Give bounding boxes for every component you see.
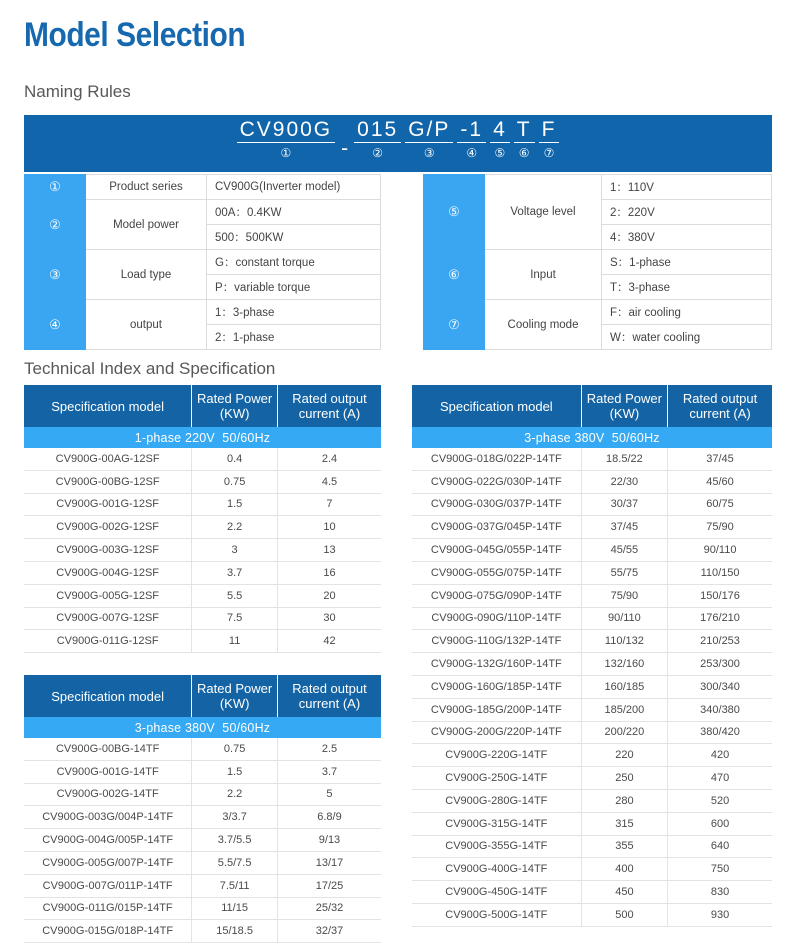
spec-cell-rated-current: 7	[277, 493, 381, 516]
spec-cell-model: CV900G-001G-14TF	[24, 760, 192, 783]
spec-cell-model: CV900G-004G/005P-14TF	[24, 829, 192, 852]
spec-cell-rated-power: 0.75	[192, 738, 278, 760]
spec-subheader-row	[24, 717, 381, 738]
naming-code-banner	[24, 115, 772, 172]
spec-cell-rated-current: 930	[668, 903, 772, 926]
spec-cell-rated-current: 176/210	[668, 607, 772, 630]
spec-header-rated-power-line1: Rated Power	[197, 391, 273, 406]
spec-header-rated-power	[192, 385, 278, 427]
table-row	[412, 630, 772, 653]
spec-cell-rated-power: 0.4	[192, 448, 278, 470]
spec-cell-rated-current: 253/300	[668, 653, 772, 676]
spec-header-rated-current	[277, 385, 381, 427]
spec-cell-rated-current: 470	[668, 767, 772, 790]
spec-cell-rated-current: 110/150	[668, 561, 772, 584]
spec-header-rated-current-line1: Rated output	[682, 391, 758, 406]
spec-cell-rated-power: 132/160	[581, 653, 667, 676]
naming-code-text: T	[514, 118, 535, 143]
table-row	[412, 493, 772, 516]
spec-cell-rated-current: 13/17	[277, 851, 381, 874]
naming-rule-value: 1：3-phase	[207, 300, 381, 325]
spec-cell-rated-current: 750	[668, 858, 772, 881]
naming-rule-value: T：3-phase	[602, 275, 772, 300]
spec-subheader-label: 1-phase 220V 50/60Hz	[24, 427, 381, 448]
table-row	[412, 470, 772, 493]
spec-cell-rated-current: 300/340	[668, 675, 772, 698]
naming-code-marker: ②	[372, 146, 384, 160]
spec-cell-rated-current: 45/60	[668, 470, 772, 493]
spec-cell-rated-power: 55/75	[581, 561, 667, 584]
table-row	[412, 835, 772, 858]
table-row	[24, 874, 381, 897]
naming-rules-table-right	[423, 174, 772, 350]
naming-code-text: -1	[457, 118, 486, 143]
naming-code-marker: ④	[466, 146, 478, 160]
spec-table-3phase-380v-low	[24, 675, 381, 943]
naming-rule-index: ③	[25, 250, 86, 300]
spec-cell-model: CV900G-001G-12SF	[24, 493, 192, 516]
section-heading-technical-index: Technical Index and Specification	[24, 359, 276, 378]
spec-subheader-label: 3-phase 380V 50/60Hz	[24, 717, 381, 738]
naming-code-row	[24, 118, 772, 161]
spec-cell-rated-current: 340/380	[668, 698, 772, 721]
spec-cell-model: CV900G-002G-14TF	[24, 783, 192, 806]
spec-header-rated-current-line2: current (A)	[298, 696, 361, 711]
naming-rule-value: 00A：0.4KW	[207, 200, 381, 225]
spec-header-rated-power-line1: Rated Power	[586, 391, 662, 406]
spec-table-header-row	[24, 385, 381, 427]
naming-rule-row	[424, 300, 772, 325]
spec-cell-model: CV900G-007G-12SF	[24, 607, 192, 630]
table-row	[24, 829, 381, 852]
spec-cell-model: CV900G-003G/004P-14TF	[24, 806, 192, 829]
spec-cell-model: CV900G-00AG-12SF	[24, 448, 192, 470]
naming-code-text: F	[539, 118, 560, 143]
spec-cell-rated-current: 20	[277, 584, 381, 607]
spec-cell-model: CV900G-160G/185P-14TF	[412, 675, 581, 698]
spec-cell-rated-current: 150/176	[668, 584, 772, 607]
naming-code-text: 4	[490, 118, 510, 143]
naming-rule-value: 1：110V	[602, 175, 772, 200]
spec-cell-rated-power: 18.5/22	[581, 448, 667, 470]
naming-rule-index: ②	[25, 200, 86, 250]
spec-cell-rated-power: 280	[581, 789, 667, 812]
spec-cell-model: CV900G-250G-14TF	[412, 767, 581, 790]
naming-rule-value: CV900G(Inverter model)	[207, 175, 381, 200]
spec-cell-model: CV900G-200G/220P-14TF	[412, 721, 581, 744]
table-row	[412, 789, 772, 812]
spec-header-rated-current	[277, 675, 381, 717]
naming-rule-index: ①	[25, 175, 86, 200]
spec-cell-rated-power: 185/200	[581, 698, 667, 721]
spec-cell-model: CV900G-015G/018P-14TF	[24, 920, 192, 943]
spec-cell-model: CV900G-00BG-14TF	[24, 738, 192, 760]
spec-cell-rated-current: 13	[277, 539, 381, 562]
spec-cell-rated-power: 0.75	[192, 470, 278, 493]
spec-cell-model: CV900G-110G/132P-14TF	[412, 630, 581, 653]
naming-rule-label: Load type	[86, 250, 207, 300]
spec-cell-rated-current: 3.7	[277, 760, 381, 783]
spec-cell-rated-power: 110/132	[581, 630, 667, 653]
spec-subheader-row	[412, 427, 772, 448]
spec-cell-rated-power: 200/220	[581, 721, 667, 744]
spec-cell-rated-power: 315	[581, 812, 667, 835]
naming-rule-label: Voltage level	[485, 175, 602, 250]
spec-cell-rated-current: 16	[277, 561, 381, 584]
naming-rules-table-left	[24, 174, 381, 350]
table-row	[24, 561, 381, 584]
naming-rule-row	[25, 300, 381, 325]
spec-cell-rated-current: 640	[668, 835, 772, 858]
spec-cell-model: CV900G-002G-12SF	[24, 516, 192, 539]
naming-code-text: G/P	[405, 118, 453, 143]
spec-cell-rated-power: 450	[581, 881, 667, 904]
naming-rule-label: Product series	[86, 175, 207, 200]
spec-cell-rated-power: 15/18.5	[192, 920, 278, 943]
spec-cell-rated-power: 1.5	[192, 493, 278, 516]
spec-cell-rated-power: 22/30	[581, 470, 667, 493]
naming-rule-label: Cooling mode	[485, 300, 602, 350]
naming-rule-index: ⑥	[424, 250, 485, 300]
spec-cell-model: CV900G-132G/160P-14TF	[412, 653, 581, 676]
table-row	[412, 858, 772, 881]
section-heading-naming-rules: Naming Rules	[24, 82, 131, 101]
spec-cell-model: CV900G-00BG-12SF	[24, 470, 192, 493]
spec-header-model: Specification model	[412, 385, 581, 427]
table-row	[24, 584, 381, 607]
spec-cell-rated-current: 17/25	[277, 874, 381, 897]
spec-cell-rated-current: 42	[277, 630, 381, 653]
spec-cell-rated-current: 6.8/9	[277, 806, 381, 829]
spec-header-rated-current-line1: Rated output	[292, 391, 367, 406]
spec-header-model: Specification model	[24, 675, 192, 717]
spec-cell-rated-power: 11/15	[192, 897, 278, 920]
spec-header-model: Specification model	[24, 385, 192, 427]
naming-code-marker: ①	[280, 146, 292, 160]
naming-code-marker: ③	[423, 146, 435, 160]
spec-table-3phase-380v-high	[412, 385, 772, 927]
spec-cell-model: CV900G-090G/110P-14TF	[412, 607, 581, 630]
spec-header-rated-current-line1: Rated output	[292, 681, 367, 696]
spec-table-1phase-220v	[24, 385, 381, 653]
spec-cell-rated-current: 10	[277, 516, 381, 539]
spec-cell-rated-power: 3.7/5.5	[192, 829, 278, 852]
table-row	[412, 767, 772, 790]
naming-code-segment	[539, 118, 560, 161]
naming-rule-label: Input	[485, 250, 602, 300]
table-row	[412, 903, 772, 926]
spec-cell-model: CV900G-185G/200P-14TF	[412, 698, 581, 721]
naming-code-marker: ⑤	[494, 146, 506, 160]
spec-cell-rated-current: 420	[668, 744, 772, 767]
table-row	[412, 448, 772, 470]
spec-subheader-row	[24, 427, 381, 448]
spec-cell-rated-power: 1.5	[192, 760, 278, 783]
spec-cell-rated-power: 400	[581, 858, 667, 881]
table-row	[412, 539, 772, 562]
naming-rule-row	[25, 175, 381, 200]
spec-cell-model: CV900G-045G/055P-14TF	[412, 539, 581, 562]
spec-cell-rated-current: 75/90	[668, 516, 772, 539]
spec-cell-rated-power: 7.5	[192, 607, 278, 630]
spec-cell-rated-current: 5	[277, 783, 381, 806]
table-row	[24, 493, 381, 516]
spec-cell-model: CV900G-450G-14TF	[412, 881, 581, 904]
spec-cell-rated-current: 37/45	[668, 448, 772, 470]
spec-cell-model: CV900G-018G/022P-14TF	[412, 448, 581, 470]
spec-header-rated-current	[668, 385, 772, 427]
spec-cell-rated-current: 4.5	[277, 470, 381, 493]
naming-rule-row	[424, 175, 772, 200]
naming-rule-row	[424, 250, 772, 275]
spec-table-header-row	[412, 385, 772, 427]
spec-cell-rated-current: 520	[668, 789, 772, 812]
naming-code-text: CV900G	[237, 118, 336, 143]
spec-header-rated-power-line2: (KW)	[219, 696, 250, 711]
naming-rule-value: F：air cooling	[602, 300, 772, 325]
spec-header-rated-power-line2: (KW)	[609, 406, 640, 421]
spec-cell-rated-current: 600	[668, 812, 772, 835]
naming-code-marker: ⑥	[518, 146, 530, 160]
spec-cell-rated-power: 2.2	[192, 783, 278, 806]
table-row	[412, 812, 772, 835]
spec-cell-rated-current: 210/253	[668, 630, 772, 653]
spec-cell-model: CV900G-005G-12SF	[24, 584, 192, 607]
spec-cell-rated-power: 11	[192, 630, 278, 653]
naming-rule-row	[25, 200, 381, 225]
table-row	[412, 516, 772, 539]
table-row	[412, 721, 772, 744]
naming-code-segment	[405, 118, 453, 161]
table-row	[24, 738, 381, 760]
naming-code-segment	[354, 118, 401, 161]
naming-rule-index: ④	[25, 300, 86, 350]
spec-cell-model: CV900G-355G-14TF	[412, 835, 581, 858]
table-row	[24, 897, 381, 920]
page-title: Model Selection	[24, 16, 246, 54]
spec-cell-model: CV900G-220G-14TF	[412, 744, 581, 767]
naming-rule-value: 2：220V	[602, 200, 772, 225]
spec-cell-rated-power: 7.5/11	[192, 874, 278, 897]
spec-cell-model: CV900G-055G/075P-14TF	[412, 561, 581, 584]
naming-rule-value: 500：500KW	[207, 225, 381, 250]
spec-cell-model: CV900G-003G-12SF	[24, 539, 192, 562]
naming-code-segment	[457, 118, 486, 161]
spec-cell-rated-power: 37/45	[581, 516, 667, 539]
spec-cell-rated-power: 250	[581, 767, 667, 790]
naming-rule-label: Model power	[86, 200, 207, 250]
table-row	[412, 698, 772, 721]
naming-rule-value: 2：1-phase	[207, 325, 381, 350]
spec-cell-rated-power: 3.7	[192, 561, 278, 584]
naming-code-segment	[514, 118, 535, 161]
spec-subheader-label: 3-phase 380V 50/60Hz	[412, 427, 772, 448]
spec-cell-rated-current: 380/420	[668, 721, 772, 744]
naming-code-text: 015	[354, 118, 401, 143]
spec-cell-model: CV900G-022G/030P-14TF	[412, 470, 581, 493]
spec-cell-rated-current: 830	[668, 881, 772, 904]
table-row	[24, 448, 381, 470]
naming-rule-value: G：constant torque	[207, 250, 381, 275]
naming-rule-value: 4：380V	[602, 225, 772, 250]
spec-cell-rated-power: 160/185	[581, 675, 667, 698]
spec-cell-rated-current: 30	[277, 607, 381, 630]
spec-cell-model: CV900G-011G-12SF	[24, 630, 192, 653]
spec-cell-model: CV900G-280G-14TF	[412, 789, 581, 812]
spec-cell-rated-current: 90/110	[668, 539, 772, 562]
spec-cell-model: CV900G-400G-14TF	[412, 858, 581, 881]
spec-cell-model: CV900G-315G-14TF	[412, 812, 581, 835]
table-row	[24, 806, 381, 829]
spec-table-header-row	[24, 675, 381, 717]
spec-header-rated-power	[192, 675, 278, 717]
spec-cell-model: CV900G-030G/037P-14TF	[412, 493, 581, 516]
spec-cell-rated-current: 32/37	[277, 920, 381, 943]
naming-rule-index: ⑦	[424, 300, 485, 350]
table-row	[24, 607, 381, 630]
naming-rule-index: ⑤	[424, 175, 485, 250]
spec-cell-model: CV900G-007G/011P-14TF	[24, 874, 192, 897]
spec-header-rated-current-line2: current (A)	[298, 406, 361, 421]
spec-cell-rated-power: 355	[581, 835, 667, 858]
spec-header-rated-power	[581, 385, 667, 427]
naming-code-segment	[490, 118, 510, 161]
spec-header-rated-power-line2: (KW)	[219, 406, 250, 421]
naming-rule-value: S：1-phase	[602, 250, 772, 275]
spec-cell-rated-current: 60/75	[668, 493, 772, 516]
naming-code-marker: ⑦	[543, 146, 555, 160]
spec-header-rated-power-line1: Rated Power	[197, 681, 273, 696]
spec-cell-rated-power: 5.5/7.5	[192, 851, 278, 874]
spec-cell-model: CV900G-500G-14TF	[412, 903, 581, 926]
table-row	[24, 516, 381, 539]
spec-cell-rated-power: 3/3.7	[192, 806, 278, 829]
naming-rule-value: P：variable torque	[207, 275, 381, 300]
spec-cell-rated-power: 500	[581, 903, 667, 926]
table-row	[412, 584, 772, 607]
spec-cell-model: CV900G-075G/090P-14TF	[412, 584, 581, 607]
spec-cell-rated-current: 2.4	[277, 448, 381, 470]
spec-cell-model: CV900G-005G/007P-14TF	[24, 851, 192, 874]
naming-rule-value: W：water cooling	[602, 325, 772, 350]
table-row	[412, 607, 772, 630]
table-row	[24, 630, 381, 653]
spec-cell-rated-power: 2.2	[192, 516, 278, 539]
spec-cell-model: CV900G-011G/015P-14TF	[24, 897, 192, 920]
naming-rule-row	[25, 250, 381, 275]
table-row	[412, 675, 772, 698]
spec-cell-rated-power: 3	[192, 539, 278, 562]
spec-cell-rated-current: 2.5	[277, 738, 381, 760]
spec-cell-rated-current: 25/32	[277, 897, 381, 920]
table-row	[412, 881, 772, 904]
spec-cell-rated-power: 75/90	[581, 584, 667, 607]
table-row	[24, 920, 381, 943]
table-row	[412, 653, 772, 676]
spec-header-rated-current-line2: current (A)	[689, 406, 751, 421]
spec-cell-rated-power: 90/110	[581, 607, 667, 630]
naming-code-separator: -	[341, 137, 349, 160]
naming-rule-label: output	[86, 300, 207, 350]
table-row	[24, 783, 381, 806]
table-row	[24, 760, 381, 783]
table-row	[24, 470, 381, 493]
table-row	[24, 851, 381, 874]
table-row	[412, 744, 772, 767]
spec-cell-rated-power: 220	[581, 744, 667, 767]
spec-cell-model: CV900G-037G/045P-14TF	[412, 516, 581, 539]
spec-cell-rated-power: 45/55	[581, 539, 667, 562]
spec-cell-model: CV900G-004G-12SF	[24, 561, 192, 584]
naming-code-segment	[237, 118, 336, 161]
spec-cell-rated-power: 5.5	[192, 584, 278, 607]
table-row	[412, 561, 772, 584]
table-row	[24, 539, 381, 562]
spec-cell-rated-current: 9/13	[277, 829, 381, 852]
spec-cell-rated-power: 30/37	[581, 493, 667, 516]
